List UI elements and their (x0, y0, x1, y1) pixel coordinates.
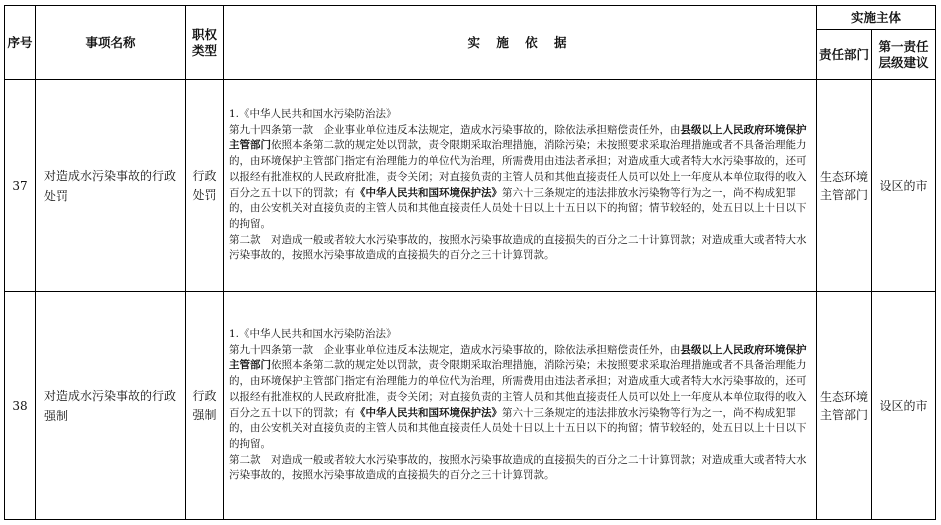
row-serial-number: 37 (5, 80, 36, 292)
header-serial-number: 序号 (5, 6, 36, 80)
row-first-responsible-level: 设区的市 (872, 80, 936, 292)
header-implementing-subject: 实施主体 (817, 6, 936, 30)
law1-title: 1.《中华人民共和国水污染防治法》 (229, 107, 397, 120)
law1-text-pre: 第九十四条第一款 企业事业单位违反本法规定，造成水污染事故的，除依法承担赔偿责任外，由 (229, 343, 681, 356)
law2-text: 第六十三条规定的违法排放水污染物等行为之一，尚不构成犯罪的，由公安机关对直接负责的主管人员和其他直接责任人员处十日以上十五日以下的拘留；情节较轻的，处五日以上十日以下的拘留。 (229, 406, 807, 450)
law2-text: 第六十三条规定的违法排放水污染物等行为之一，尚不构成犯罪的，由公安机关对直接负责的主管人员和其他直接责任人员处十日以上十五日以下的拘留；情节较轻的，处五日以上十日以下的拘留。 (229, 186, 807, 230)
row-type-line1: 行政 (192, 388, 217, 403)
row-serial-number: 38 (5, 292, 36, 520)
law1-clause1 (229, 343, 812, 453)
law1-text-bold: 县级以上人民政府环境保护主管部门 (229, 343, 807, 372)
law1-text-pre: 第九十四条第一款 企业事业单位违反本法规定，造成水污染事故的，除依法承担赔偿责任外，由 (229, 123, 681, 136)
row-item-name: 对造成水污染事故的行政强制 (36, 292, 186, 520)
header-responsible-department: 责任部门 (817, 30, 872, 80)
row-authority-type (186, 80, 224, 292)
row-first-responsible-level: 设区的市 (872, 292, 936, 520)
row-implementation-basis (224, 80, 817, 292)
law1-text-post: 依照本条第二款的规定处以罚款，责令限期采取治理措施，消除污染；未按照要求采取治理措施或者不具备治理能力的，由环境保护主管部门指定有治理能力的单位代为治理，所需费用由违法者承担；对造成重大或者特大水污染事故的，还可以报经有批准权的人民政府批准，责令关闭；对直接负责的主管人员和其他直接责任人员可以处上一年度从本单位取得的收入百分之五十以下的罚款；有 (229, 359, 807, 419)
header-authority-type (186, 6, 224, 80)
law1-clause2: 第二款 对造成一般或者较大水污染事故的，按照水污染事故造成的直接损失的百分之二十计算罚款；对造成重大或者特大水污染事故的，按照水污染事故造成的直接损失的百分之三十计算罚款。 (229, 233, 807, 262)
row-implementation-basis (224, 292, 817, 520)
header-first-responsible-level (872, 30, 936, 80)
law1-clause1 (229, 123, 812, 233)
header-level-line1: 第一责任 (878, 38, 929, 54)
law1-text-post: 依照本条第二款的规定处以罚款，责令限期采取治理措施，消除污染；未按照要求采取治理措施或者不具备治理能力的，由环境保护主管部门指定有治理能力的单位代为治理，所需费用由违法者承担；对造成重大或者特大水污染事故的，还可以报经有批准权的人民政府批准，责令关闭；对直接负责的主管人员和其他直接责任人员可以处上一年度从本单位取得的收入百分之五十以下的罚款；有 (229, 139, 807, 199)
header-level-line2: 层级建议 (878, 54, 929, 70)
law1-clause2: 第二款 对造成一般或者较大水污染事故的，按照水污染事故造成的直接损失的百分之二十计算罚款；对造成重大或者特大水污染事故的，按照水污染事故造成的直接损失的百分之三十计算罚款。 (229, 453, 807, 482)
row-responsible-department: 生态环境主管部门 (817, 292, 872, 520)
row-type-line1: 行政 (192, 168, 217, 183)
law1-title: 1.《中华人民共和国水污染防治法》 (229, 327, 397, 340)
header-item-name: 事项名称 (36, 6, 186, 80)
header-authority-type-line1: 职权 (191, 26, 217, 42)
row-responsible-department: 生态环境主管部门 (817, 80, 872, 292)
row-type-line2: 处罚 (192, 187, 217, 202)
header-implementation-basis: 实 施 依 据 (224, 6, 817, 80)
law2-title: 《中华人民共和国环境保护法》 (355, 186, 502, 199)
table-row (5, 80, 936, 292)
row-item-name: 对造成水污染事故的行政处罚 (36, 80, 186, 292)
header-authority-type-line2: 类型 (191, 42, 217, 58)
row-authority-type (186, 292, 224, 520)
law2-title: 《中华人民共和国环境保护法》 (355, 406, 502, 419)
table-row (5, 292, 936, 520)
law1-text-bold: 县级以上人民政府环境保护主管部门 (229, 123, 807, 152)
row-type-line2: 强制 (192, 407, 217, 422)
enforcement-items-table (4, 5, 936, 520)
